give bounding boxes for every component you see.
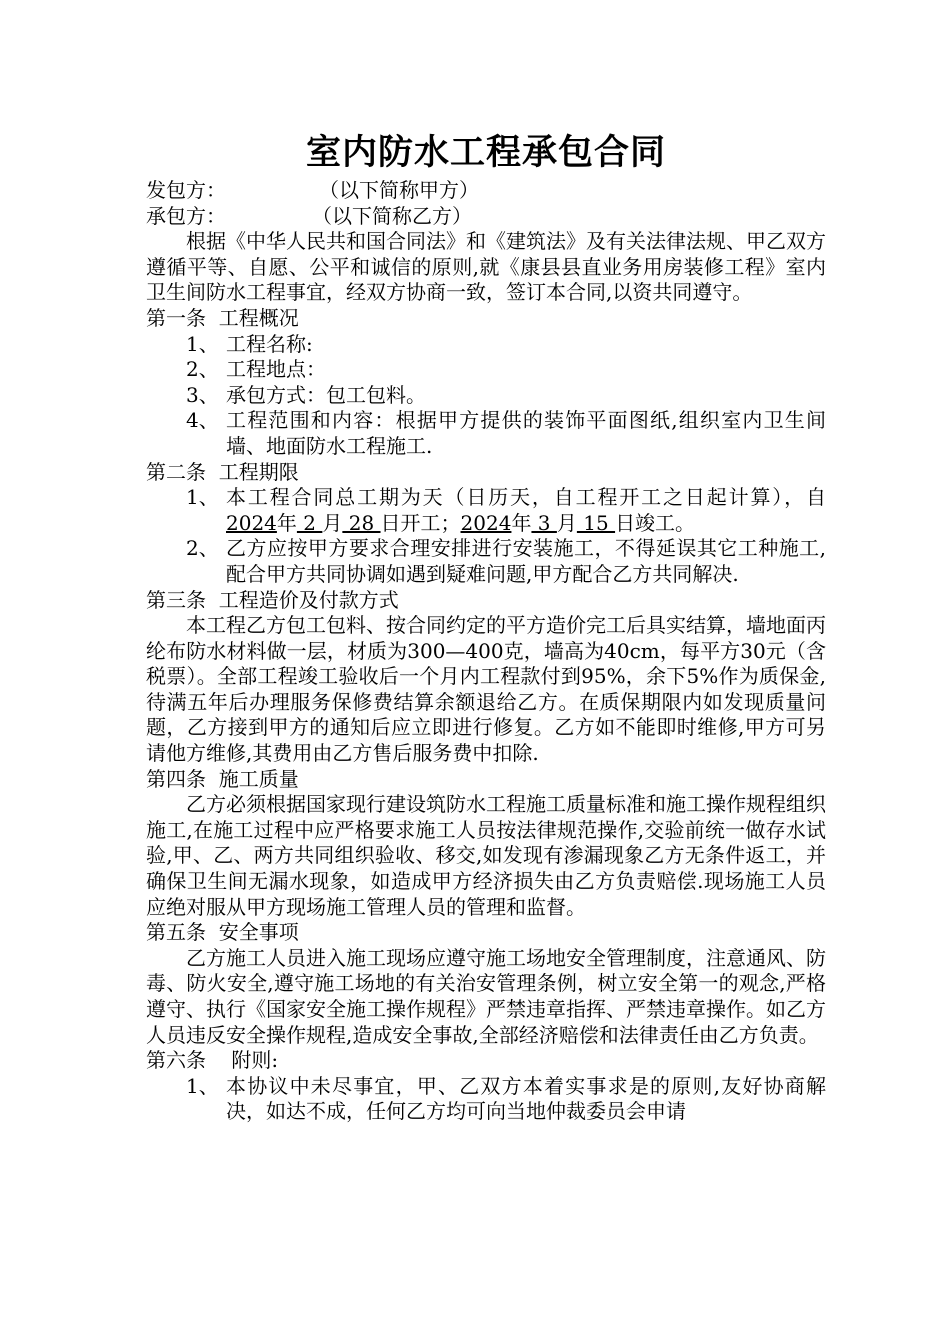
month-char: 月 xyxy=(322,510,343,535)
article-5-paragraph: 乙方施工人员进入施工现场应遵守施工场地安全管理制度，注意通风、防毒、防火安全,遵守施工场地的有关治安管理条例，树立安全第一的观念,严格遵守、执行《国家安全施工操作规程》严禁违章指挥、严禁违章操作。如乙方人员违反安全操作规程,造成安全事故,全部经济赔偿和法律责任由乙方负责。 xyxy=(146,945,826,1047)
article-3-heading: 第三条 工程造价及付款方式 xyxy=(146,587,399,612)
end-month: 3 xyxy=(531,510,557,535)
party-a-line xyxy=(146,178,826,204)
item-number: 1、 xyxy=(186,485,219,510)
year-char: 年 xyxy=(276,510,297,535)
article-1-item xyxy=(146,332,826,358)
end-year: 2024 xyxy=(460,510,512,535)
item-text: 承包方式：包工包料。 xyxy=(226,382,426,407)
article-6-heading: 第六条 附则: xyxy=(146,1048,279,1073)
item-number: 2、 xyxy=(186,536,219,561)
item-number: 2、 xyxy=(186,357,219,382)
item-text: 本协议中未尽事宜，甲、乙双方本着实事求是的原则,友好协商解决，如达不成，任何乙方均可向当地仲裁委员会申请 xyxy=(226,1073,826,1124)
party-b-label: 承包方： xyxy=(146,203,226,228)
item-number: 1、 xyxy=(186,1073,219,1098)
article-2-item-2 xyxy=(146,536,826,587)
item-text: 工程地点： xyxy=(226,357,326,382)
article-1-heading: 第一条 工程概况 xyxy=(146,305,299,330)
year-char: 年 xyxy=(511,510,532,535)
start-suffix: 日开工； xyxy=(380,510,461,535)
document-title: 室内防水工程承包合同 xyxy=(305,133,666,173)
contract-page xyxy=(146,128,826,1125)
item-text: 乙方应按甲方要求合理安排进行安装施工，不得延误其它工种施工,配合甲方共同协调如遇到疑难问题,甲方配合乙方共同解决. xyxy=(226,536,826,586)
article-4-heading: 第四条 施工质量 xyxy=(146,766,299,791)
party-b-line xyxy=(146,204,826,230)
item-number: 1、 xyxy=(186,331,219,356)
party-b-note: （以下简称乙方） xyxy=(312,203,472,228)
start-year: 2024 xyxy=(226,510,277,535)
article-1-item xyxy=(146,383,826,409)
item-text: 工程范围和内容：根据甲方提供的装饰平面图纸,组织室内卫生间墙、地面防水工程施工. xyxy=(226,408,826,458)
preamble-paragraph: 根据《中华人民共和国合同法》和《建筑法》及有关法律法规、甲乙双方遵循平等、自愿、公平和诚信的原则,就《康县县直业务用房装修工程》室内卫生间防水工程事宜，经双方协商一致，签订本合同,以资共同遵守。 xyxy=(146,229,826,305)
month-char: 月 xyxy=(556,510,577,535)
end-day: 15 xyxy=(576,510,616,535)
article-6-item xyxy=(146,1074,826,1125)
article-2-heading: 第二条 工程期限 xyxy=(146,459,299,484)
start-month: 2 xyxy=(296,510,323,535)
item-text: 本工程合同总工期为天（日历天，自工程开工之日起计算），自 xyxy=(226,485,826,510)
start-day: 28 xyxy=(342,510,381,535)
article-1-item xyxy=(146,357,826,383)
item-text: 工程名称: xyxy=(226,331,313,356)
article-1-item xyxy=(146,408,826,459)
article-4-paragraph: 乙方必须根据国家现行建设筑防水工程施工质量标准和施工操作规程组织施工,在施工过程中应严格要求施工人员按法律规范操作,交验前统一做存水试验,甲、乙、两方共同组织验收、移交,如发现有渗漏现象乙方无条件返工，并确保卫生间无漏水现象，如造成甲方经济损失由乙方负责赔偿.现场施工人员应绝对服从甲方现场施工管理人员的管理和监督。 xyxy=(146,792,826,919)
article-5-heading: 第五条 安全事项 xyxy=(146,920,299,945)
article-3-paragraph: 本工程乙方包工包料、按合同约定的平方造价完工后具实结算，墙地面丙纶布防水材料做一层，材质为300—400克，墙高为40cm，每平方30元（含税票）。全部工程竣工验收后一个月内工程款付到95%，余下5%作为质保金,待满五年后办理服务保修费结算余额退给乙方。在质保期限内如发现质量问题，乙方接到甲方的通知后应立即进行修复。乙方如不能即时维修,甲方可另请他方维修,其费用由乙方售后服务费中扣除. xyxy=(146,613,826,766)
party-a-note: （以下简称甲方） xyxy=(319,178,479,202)
item-number: 4、 xyxy=(186,408,219,433)
article-2-item-1 xyxy=(146,485,826,536)
item-number: 3、 xyxy=(186,382,219,407)
party-a-label: 发包方： xyxy=(146,178,226,202)
end-suffix: 日竣工。 xyxy=(615,510,696,535)
